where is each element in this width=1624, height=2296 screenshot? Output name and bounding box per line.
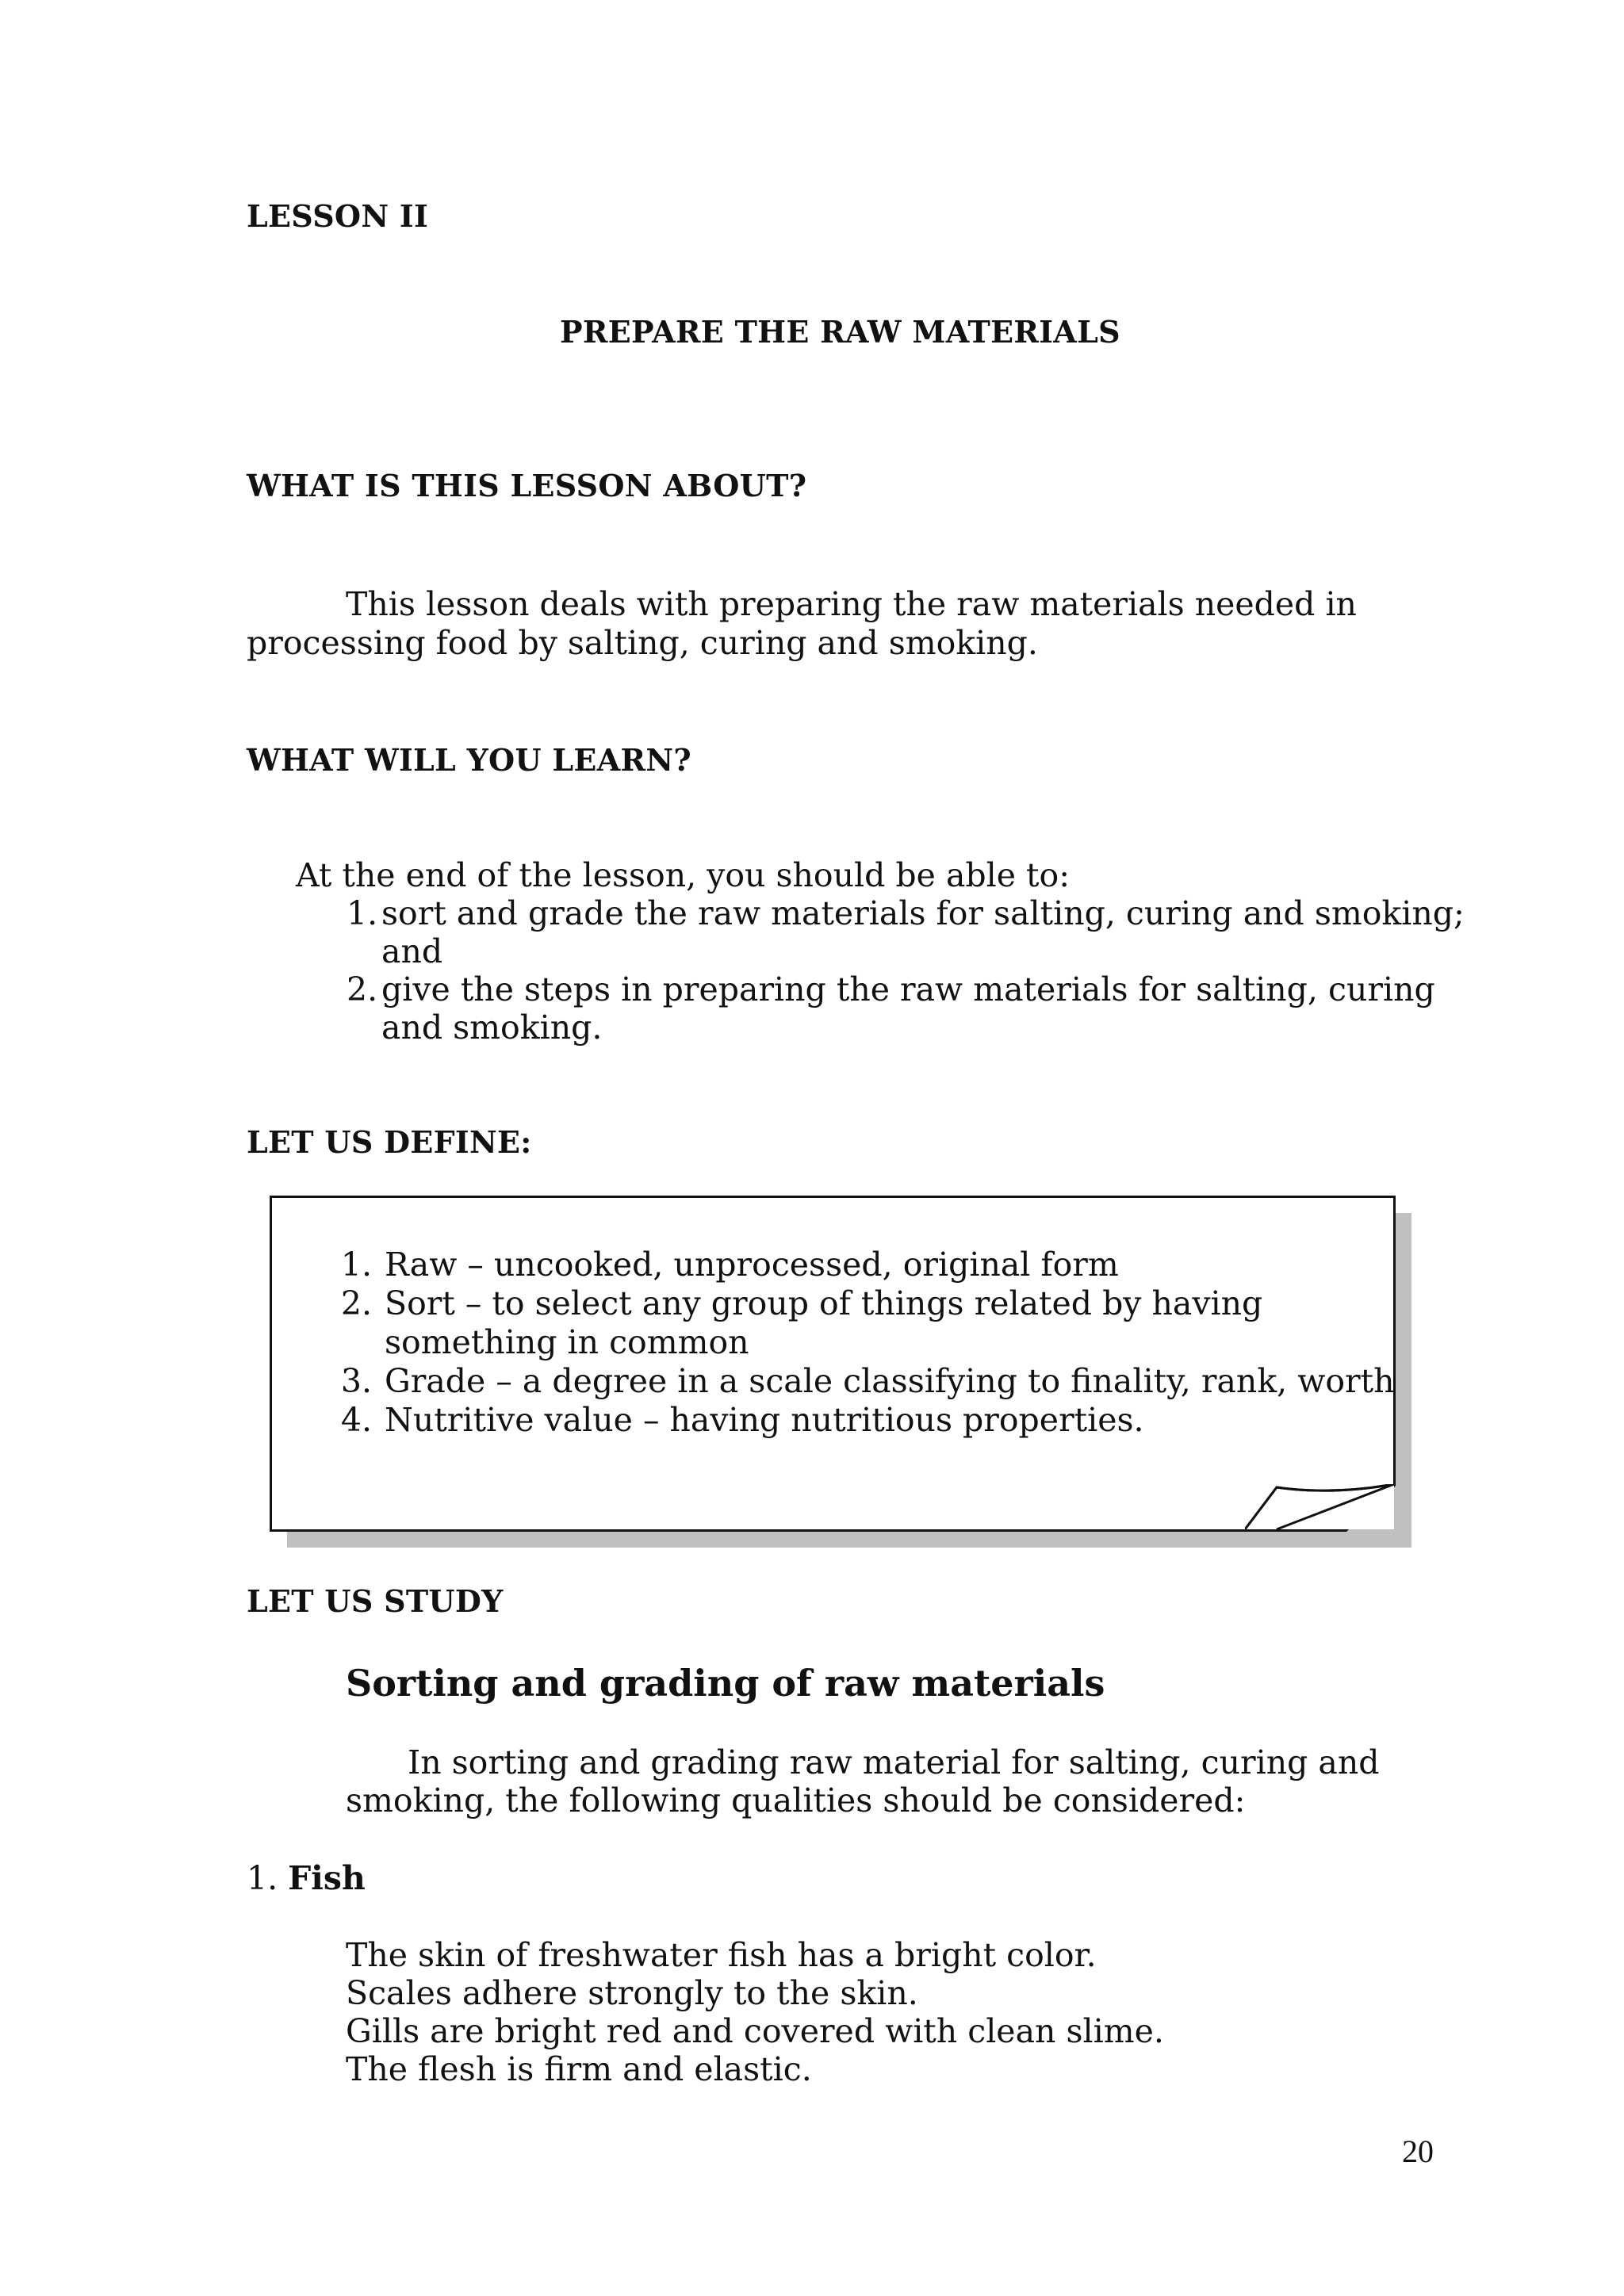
lesson-title: PREPARE THE RAW MATERIALS <box>560 314 1120 350</box>
fish-quality-line: The flesh is firm and elastic. <box>346 2050 812 2088</box>
fish-item-label: Fish <box>288 1859 366 1897</box>
fish-item-heading <box>247 1859 366 1897</box>
definition-number: 2. <box>340 1284 372 1322</box>
about-paragraph-line-1: This lesson deals with preparing the raw materials needed in <box>346 585 1357 623</box>
definition-number: 3. <box>340 1362 372 1400</box>
definition-item <box>302 1246 1394 1284</box>
fish-quality-line: The skin of freshwater fish has a bright color. <box>346 1936 1097 1974</box>
definition-box <box>270 1196 1396 1532</box>
study-subheading: Sorting and grading of raw materials <box>346 1662 1105 1705</box>
objective-text-line-1: give the steps in preparing the raw materials for salting, curing <box>381 970 1435 1008</box>
definition-text: Sort – to select any group of things related by having <box>385 1284 1263 1322</box>
objective-text-line-1: sort and grade the raw materials for salting, curing and smoking; <box>381 894 1465 932</box>
about-paragraph-line-2: processing food by salting, curing and smoking. <box>247 624 1038 662</box>
page-number: 20 <box>1402 2133 1434 2169</box>
objective-text-line-2: and <box>381 932 443 970</box>
objectives-list <box>347 894 1465 1047</box>
definition-text: Grade – a degree in a scale classifying to finality, rank, worth <box>385 1362 1395 1400</box>
lesson-label: LESSON II <box>247 198 429 234</box>
definition-number: 1. <box>340 1246 372 1284</box>
definition-list <box>302 1246 1394 1440</box>
objective-item <box>347 970 1465 1047</box>
definition-item <box>302 1362 1394 1401</box>
study-paragraph-line-2: smoking, the following qualities should be considered: <box>346 1781 1246 1820</box>
objective-number: 2. <box>347 970 378 1008</box>
study-heading: LET US STUDY <box>247 1583 504 1619</box>
objective-item <box>347 894 1465 970</box>
fish-quality-line: Scales adhere strongly to the skin. <box>346 1974 918 2012</box>
page-curl-icon <box>1245 1484 1396 1532</box>
definition-text-continued: something in common <box>385 1323 749 1361</box>
definition-text: Nutritive value – having nutritious properties. <box>385 1401 1144 1439</box>
fish-quality-line: Gills are bright red and covered with clean slime. <box>346 2012 1164 2050</box>
definition-item <box>302 1401 1394 1440</box>
learn-intro: At the end of the lesson, you should be able to: <box>296 856 1071 894</box>
about-heading: WHAT IS THIS LESSON ABOUT? <box>247 468 807 503</box>
objective-number: 1. <box>347 894 378 932</box>
define-heading: LET US DEFINE: <box>247 1124 532 1160</box>
objective-text-line-2: and smoking. <box>381 1008 603 1047</box>
definition-item <box>302 1284 1394 1362</box>
study-paragraph-line-1: In sorting and grading raw material for salting, curing and <box>408 1743 1380 1781</box>
learn-heading: WHAT WILL YOU LEARN? <box>247 742 691 778</box>
fish-item-number: 1. <box>247 1859 278 1897</box>
definition-text: Raw – uncooked, unprocessed, original form <box>385 1246 1119 1284</box>
definition-number: 4. <box>340 1401 372 1439</box>
